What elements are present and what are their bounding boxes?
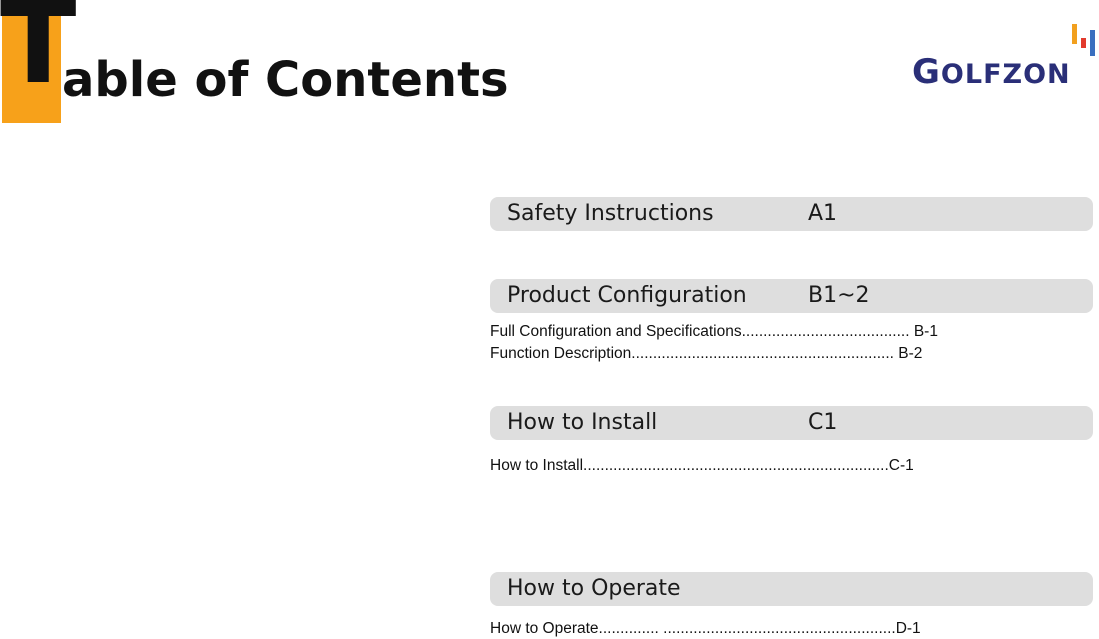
section-how-to-operate[interactable] <box>490 572 1093 606</box>
title-text: able of Contents <box>62 52 509 108</box>
toc-entry-how-to-install[interactable]: How to Install.......................................................................C-1 <box>490 457 914 474</box>
toc-entry-function-description[interactable]: Function Description............................................................. B-2 <box>490 345 923 362</box>
section-how-to-install[interactable] <box>490 406 1093 440</box>
toc-entry-full-configuration[interactable]: Full Configuration and Specifications....................................... B-1 <box>490 323 938 340</box>
section-label: How to Operate <box>507 576 681 601</box>
section-code: A1 <box>808 201 838 226</box>
logo-bars-icon <box>1072 18 1098 58</box>
section-label: How to Install <box>507 410 658 435</box>
section-label: Safety Instructions <box>507 201 714 226</box>
section-label: Product Configuration <box>507 283 747 308</box>
section-code: B1~2 <box>808 283 870 308</box>
title-initial: T <box>0 0 77 109</box>
toc-entry-how-to-operate[interactable]: How to Operate.............. ......................................................D-1 <box>490 620 921 637</box>
golfzon-logo <box>912 18 1098 90</box>
section-product-configuration[interactable] <box>490 279 1093 313</box>
section-safety-instructions[interactable] <box>490 197 1093 231</box>
section-code: C1 <box>808 410 838 435</box>
title-initial-block <box>0 0 77 123</box>
logo-wordmark: GOLFZON <box>912 52 1071 92</box>
